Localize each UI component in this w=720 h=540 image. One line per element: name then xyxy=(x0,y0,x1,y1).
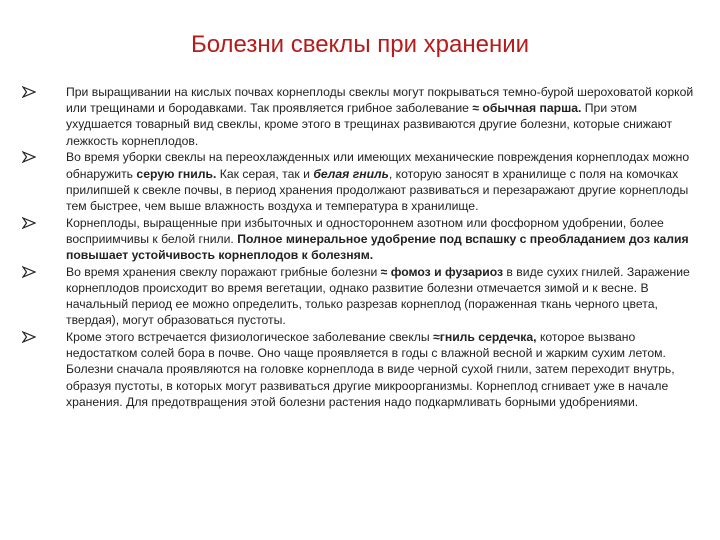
item-text: Во время уборки свеклы на переохлажденных или имеющих механические повреждения корнеплодах можно обнаружить xyxy=(66,150,690,181)
item-text: Корнеплоды, выращенные при избыточных и одностороннем азотном или фосфорном удобрении, более восприимчивы к белой гнили. xyxy=(66,215,664,246)
list-item xyxy=(22,329,706,410)
arrowhead-bullet-icon xyxy=(22,331,36,343)
list-item xyxy=(22,215,706,264)
bullet-list xyxy=(22,84,706,411)
recommendation-text: Полное минеральное удобрение под вспашку с преобладанием доз калия повышает устойчивость корнеплодов к болезням. xyxy=(66,231,689,263)
disease-name: белая гниль xyxy=(313,166,389,181)
item-text: Как серая, так и xyxy=(216,166,314,181)
item-text: , которую заносят в хранилище с поля на комочках прилипшей к свекле почвы, в период хранения продолжают развиваться и перезаражают другие корнеплоды тем быстрее, чем выше влажность воздуха и температура в хранилище. xyxy=(66,166,689,213)
slide-title: Болезни свеклы при хранении xyxy=(190,31,530,58)
item-text: которое вызвано недостатком солей бора в почве. Оно чаще проявляется в годы с влажной весной и жарким сухим летом. Болезни сначала проявляются на головке корнеплода в виде черной сухой гнили, затем переходит внутрь, образуя пустоты, в которых могут развиваться другие микроорганизмы. Корнеплод сгнивает уже в начале хранения. Для предотвращения этой болезни растения надо подкармливать борными удобрениями. xyxy=(66,330,675,409)
arrowhead-bullet-icon xyxy=(22,86,36,98)
disease-name: ≈ обычная парша. xyxy=(472,101,582,116)
disease-name: ≈ фомоз и фузариоз xyxy=(380,264,504,279)
arrowhead-bullet-icon xyxy=(22,217,36,229)
arrowhead-bullet-icon xyxy=(22,266,36,278)
item-text: При выращивании на кислых почвах корнеплоды свеклы могут покрываться темно-бурой шероховатой коркой или трещинами и бородавками. Так проявляется грибное заболевание xyxy=(66,85,694,116)
list-item xyxy=(22,84,706,149)
list-item xyxy=(22,264,706,329)
item-text: При этом ухудшается товарный вид свеклы, кроме этого в трещинах развиваются другие болезни, которые снижают лежкость корнеплодов. xyxy=(66,101,673,148)
arrowhead-bullet-icon xyxy=(22,151,36,163)
disease-name: серую гниль. xyxy=(136,166,217,181)
item-text: Кроме этого встречается физиологическое заболевание свеклы xyxy=(66,330,434,345)
item-text: Во время хранения свеклу поражают грибные болезни xyxy=(66,264,381,279)
item-text: в виде сухих гнилей. Заражение корнеплодов происходит во время вегетации, однако развитие болезни отмечается зимой и к весне. В начальный период ее можно определить, только разрезав корнеплод (пораженная ткань черного цвета, твердая), могут образоваться пустоты. xyxy=(66,264,690,328)
list-item xyxy=(22,149,706,214)
disease-name: ≈гниль сердечка, xyxy=(433,330,537,345)
